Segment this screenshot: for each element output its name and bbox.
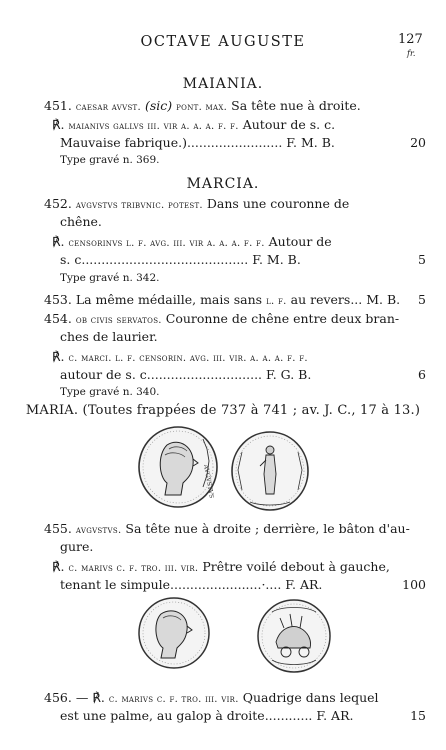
svg-text:AVGVSTVS: AVGVSTVS xyxy=(202,464,215,499)
section-title-marcia: MARCIA. xyxy=(186,176,260,192)
repeat-dash: — xyxy=(75,690,89,705)
entry-452-line-2: chêne. xyxy=(60,214,102,229)
entry-455-line-4 xyxy=(60,577,322,592)
entry-451-line-2 xyxy=(60,135,335,150)
continuation: est une palme, au galop à droite............ xyxy=(60,708,317,723)
entry-456-price: 15 xyxy=(410,708,426,723)
grade: F. G. B. xyxy=(266,367,312,382)
section-title-maria: MARIA. (Toutes frappées de 737 à 741 ; av. J. C., 17 à 13.) xyxy=(25,403,421,418)
entry-number: 453. xyxy=(44,292,72,307)
description-2: au revers... xyxy=(290,292,363,307)
obverse-description: Sa tête nue à droite. xyxy=(231,98,361,113)
entry-451-reverse xyxy=(52,117,335,132)
entry-456-reverse xyxy=(44,690,379,705)
entry-456-line-2 xyxy=(60,708,353,723)
obverse-description: Couronne de chêne entre deux bran- xyxy=(165,311,400,326)
entry-number: 452. xyxy=(44,196,72,211)
coin-456-obverse-image xyxy=(137,596,211,670)
coin-456-reverse-image xyxy=(256,598,332,674)
sic-note: (sic) xyxy=(145,98,173,113)
grade: M. B. xyxy=(366,292,401,307)
obverse-legend-2: pont. max. xyxy=(176,102,228,113)
reverse-legend: c. marci. l. f. censorin. avg. iii. vir. a. a. a. f. f. xyxy=(68,353,308,364)
entry-452-price: 5 xyxy=(418,252,426,267)
entry-452-type: Type gravé n. 342. xyxy=(60,272,160,284)
coin-455-reverse-image xyxy=(230,430,310,512)
obverse-legend: avgvstvs tribvnic. potest. xyxy=(75,200,203,211)
entry-451-obverse xyxy=(44,98,361,113)
reverse-legend: c. marivs c. f. tro. iii. vir. xyxy=(68,563,199,574)
obverse-description: Sa tête nue à droite ; derrière, le bâton d'au- xyxy=(125,521,410,536)
entry-454-price: 6 xyxy=(418,367,426,382)
grade: F. AR. xyxy=(285,577,323,592)
obverse-legend: caesar avvst. xyxy=(75,102,142,113)
entry-455-reverse xyxy=(52,559,390,574)
entry-451-type: Type gravé n. 369. xyxy=(60,154,160,166)
entry-number: 454. xyxy=(44,311,72,326)
entry-451-price: 20 xyxy=(410,135,426,150)
entry-number: 456. xyxy=(44,690,72,705)
entry-453-price: 5 xyxy=(418,292,426,307)
description: La même médaille, mais sans xyxy=(75,292,263,307)
grade: F. M. B. xyxy=(252,252,301,267)
section-title-maiania: MAIANIA. xyxy=(182,76,264,92)
entry-454-line-2: ches de laurier. xyxy=(60,329,158,344)
entry-454-reverse xyxy=(52,349,308,364)
page-unit: fr. xyxy=(407,49,416,58)
reverse-description: Autour de s. c. xyxy=(242,117,336,132)
entry-454-type: Type gravé n. 340. xyxy=(60,386,160,398)
entry-number: 451. xyxy=(44,98,72,113)
reverse-description: Autour de xyxy=(268,234,332,249)
entry-452-obverse xyxy=(44,196,349,211)
reverse-mark: ℟. xyxy=(52,559,65,574)
entry-452-line-4 xyxy=(60,252,301,267)
coin-455-obverse-image xyxy=(137,425,219,509)
continuation: Mauvaise fabrique.)........................ xyxy=(60,135,287,150)
entry-455-price: 100 xyxy=(402,577,426,592)
entry-454-obverse xyxy=(44,311,399,326)
continuation: tenant le simpule.......................·.... xyxy=(60,577,286,592)
obverse-legend: ob civis servatos. xyxy=(75,315,162,326)
obverse-legend: avgvstvs. xyxy=(75,525,122,536)
continuation: s. c.......................................... xyxy=(60,252,253,267)
reverse-legend: maianivs gallvs iii. vir a. a. a. f. f. xyxy=(68,121,239,132)
continuation: autour de s. c............................. xyxy=(60,367,266,382)
reverse-mark: ℟. xyxy=(92,690,105,705)
reverse-description: Prêtre voilé debout à gauche, xyxy=(202,559,390,574)
obverse-description: Dans une couronne de xyxy=(206,196,350,211)
reverse-description: Quadrige dans lequel xyxy=(242,690,379,705)
reverse-mark: ℟. xyxy=(52,349,65,364)
entry-455-line-2: gure. xyxy=(60,539,94,554)
entry-454-line-4 xyxy=(60,367,311,382)
entry-452-reverse xyxy=(52,234,332,249)
entry-455-obverse xyxy=(44,521,410,536)
reverse-mark: ℟. xyxy=(52,117,65,132)
reverse-legend: censorinvs l. f. avg. iii. vir a. a. a. f. f. xyxy=(68,238,265,249)
reverse-mark: ℟. xyxy=(52,234,65,249)
entry-453 xyxy=(44,292,400,307)
reverse-legend: c. marivs c. f. tro. iii. vir. xyxy=(108,694,239,705)
mark: l. f. xyxy=(266,296,287,307)
page-number: 127 xyxy=(398,32,423,47)
entry-number: 455. xyxy=(44,521,72,536)
grade: F. M. B. xyxy=(286,135,335,150)
grade: F. AR. xyxy=(316,708,354,723)
page-header: OCTAVE AUGUSTE xyxy=(140,34,306,50)
